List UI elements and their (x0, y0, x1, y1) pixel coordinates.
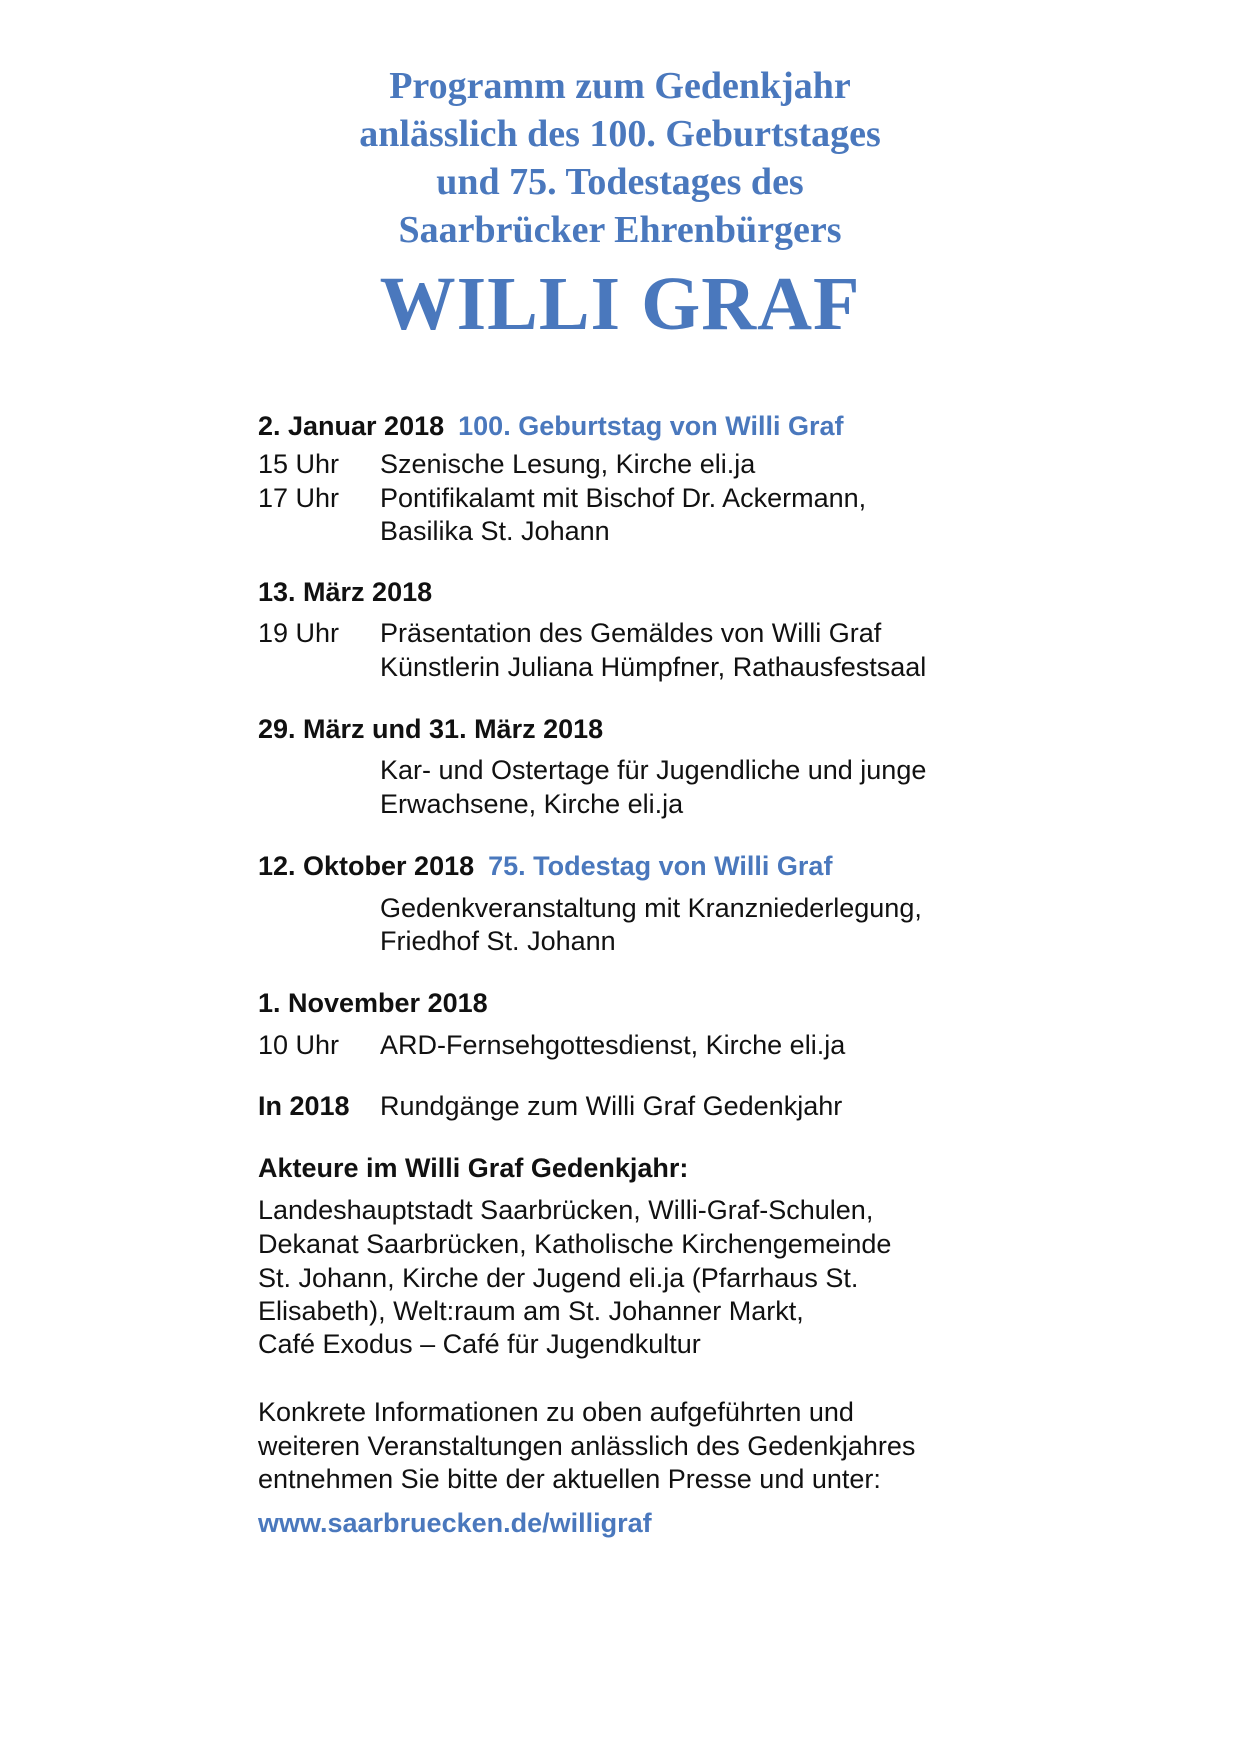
event-description: Pontifikalamt mit Bischof Dr. Ackermann, (380, 483, 867, 513)
event-description-continued: Basilika St. Johann (380, 516, 610, 546)
actors-line: St. Johann, Kirche der Jugend eli.ja (Pfarrhaus St. (258, 1263, 859, 1293)
event-date: 1. November 2018 (258, 988, 488, 1018)
title-line-4: Saarbrücker Ehrenbürgers (398, 209, 842, 251)
event-description: Präsentation des Gemäldes von Willi Graf (380, 618, 882, 648)
event-description: Szenische Lesung, Kirche eli.ja (380, 449, 756, 479)
event-description: ARD-Fernsehgottesdienst, Kirche eli.ja (380, 1030, 846, 1060)
event-date: 12. Oktober 2018 (258, 851, 475, 881)
event-time: 10 Uhr (258, 1030, 340, 1060)
event-date-heading (258, 846, 832, 886)
event-item (258, 615, 882, 652)
year-round-event (258, 1088, 842, 1125)
info-line: weiteren Veranstaltungen anlässlich des Gedenkjahres (258, 1431, 916, 1461)
event-item (258, 480, 867, 517)
actors-line: Elisabeth), Welt:raum am St. Johanner Markt, (258, 1296, 804, 1326)
event-item (258, 1027, 846, 1064)
event-date-heading (258, 406, 843, 446)
title-line-2: anlässlich des 100. Geburtstages (359, 113, 881, 155)
event-date: 2. Januar 2018 (258, 411, 445, 441)
info-line: entnehmen Sie bitte der aktuellen Presse und unter: (258, 1464, 881, 1494)
actors-line: Dekanat Saarbrücken, Katholische Kirchengemeinde (258, 1229, 892, 1259)
event-description: Gedenkveranstaltung mit Kranzniederlegung, (380, 893, 922, 923)
honoree-name: WILLI GRAF (379, 262, 861, 346)
event-highlight: 100. Geburtstag von Willi Graf (458, 411, 844, 441)
info-line: Konkrete Informationen zu oben aufgeführten und (258, 1397, 854, 1427)
event-description-continued: Künstlerin Juliana Hümpfner, Rathausfestsaal (380, 652, 927, 682)
title-line-3: und 75. Todestages des (436, 161, 804, 203)
event-date: 13. März 2018 (258, 577, 433, 607)
event-description-continued: Erwachsene, Kirche eli.ja (380, 789, 684, 819)
event-item (258, 446, 756, 483)
event-highlight: 75. Todestag von Willi Graf (488, 851, 833, 881)
actors-heading: Akteure im Willi Graf Gedenkjahr: (258, 1153, 689, 1183)
website-link[interactable]: www.saarbruecken.de/willigraf (258, 1508, 652, 1538)
event-time: 19 Uhr (258, 618, 340, 648)
event-description-continued: Friedhof St. Johann (380, 926, 616, 956)
title-block (0, 62, 1240, 352)
event-date: 29. März und 31. März 2018 (258, 714, 604, 744)
event-date-heading (258, 709, 603, 749)
event-time: 17 Uhr (258, 483, 340, 513)
actors-line: Café Exodus – Café für Jugendkultur (258, 1329, 701, 1359)
event-date-heading (258, 983, 488, 1023)
event-time: 15 Uhr (258, 449, 340, 479)
year-event-text: Rundgänge zum Willi Graf Gedenkjahr (380, 1091, 843, 1121)
year-label: In 2018 (258, 1091, 350, 1121)
event-date-heading (258, 572, 432, 612)
actors-line: Landeshauptstadt Saarbrücken, Willi-Graf-Schulen, (258, 1195, 874, 1225)
event-description: Kar- und Ostertage für Jugendliche und junge (380, 755, 927, 785)
title-line-1: Programm zum Gedenkjahr (389, 65, 851, 107)
